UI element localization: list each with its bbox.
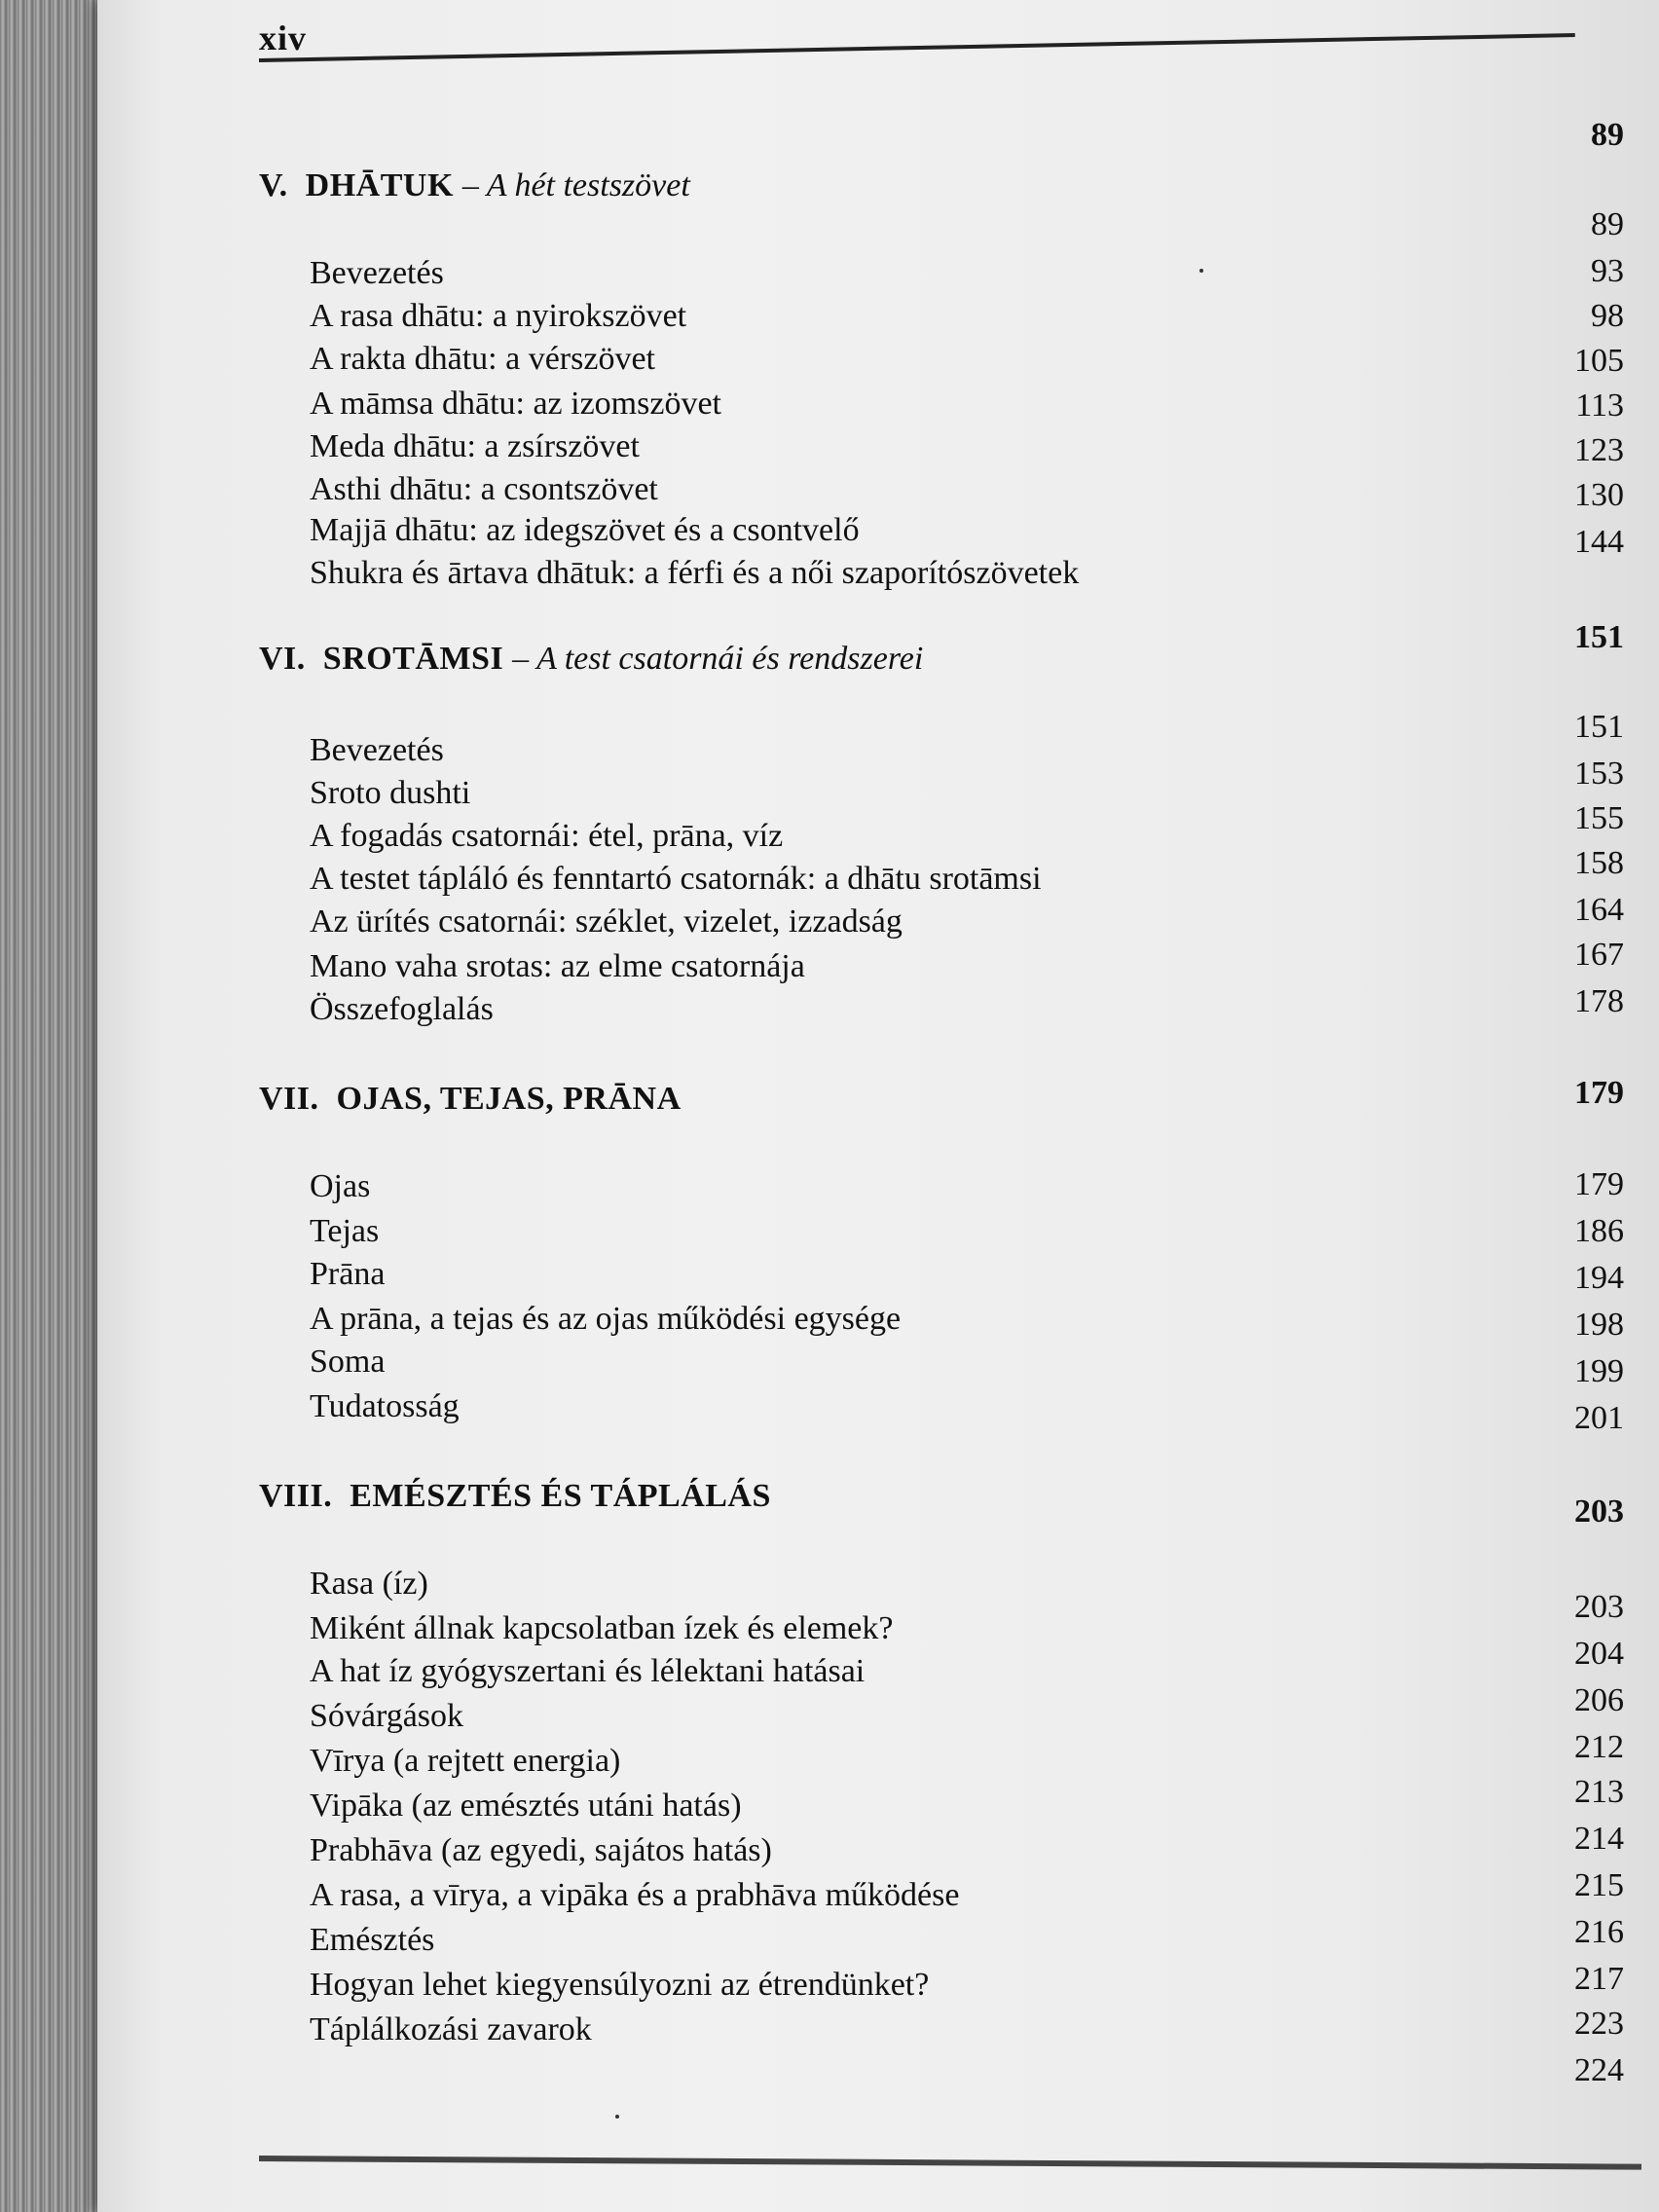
chapter-dash: – [512,641,537,677]
entry-page-number: 223 [1574,2006,1624,2042]
entry-page-number: 206 [1574,1682,1624,1718]
entry-title: Prāna [310,1256,386,1292]
entry-page-number: 113 [1575,387,1624,424]
entry-title: Tejas [310,1213,380,1249]
entry-title: Mano vaha srotas: az elme csatornája [310,948,805,984]
entry-title: Asthi dhātu: a csontszövet [310,471,658,507]
entry-page-number: 194 [1574,1260,1624,1296]
entry-title: Az ürítés csatornái: széklet, vizelet, izzadság [310,903,903,940]
entry-page-number: 155 [1574,800,1624,836]
chapter-heading [259,1081,682,1118]
chapter-number: V. [259,167,288,203]
entry-title: Emésztés [310,1922,435,1958]
entry-title: Meda dhātu: a zsírszövet [310,428,640,464]
chapter-page-number: 89 [1591,117,1624,153]
entry-title: A hat íz gyógyszertani és lélektani hatásai [310,1653,866,1689]
entry-page-number: 201 [1574,1400,1624,1436]
entry-title: A māmsa dhātu: az izomszövet [310,386,721,422]
entry-page-number: 224 [1574,2052,1624,2088]
entry-title: Miként állnak kapcsolatban ízek és elemek? [310,1610,894,1646]
entry-page-number: 204 [1574,1636,1624,1672]
entry-page-number: 153 [1574,756,1624,792]
entry-page-number: 151 [1574,709,1624,745]
entry-title: Vipāka (az emésztés utáni hatás) [310,1788,742,1824]
entry-title: Rasa (íz) [310,1566,428,1602]
entry-page-number: 198 [1574,1307,1624,1343]
print-speck [615,2115,619,2119]
entry-page-number: 130 [1574,477,1624,513]
entry-title: Hogyan lehet kiegyensúlyozni az étrendünket? [310,1967,930,2003]
entry-title: Táplálkozási zavarok [310,2011,592,2047]
entry-page-number: 158 [1574,845,1624,881]
entry-page-number: 164 [1574,892,1624,928]
chapter-number: VI. [259,641,306,677]
chapter-title: OJAS, TEJAS, PRĀNA [336,1081,682,1117]
entry-page-number: 179 [1574,1166,1624,1202]
chapter-heading [259,641,923,678]
entry-title: Prabhāva (az egyedi, sajátos hatás) [310,1832,772,1868]
entry-page-number: 178 [1574,983,1624,1019]
chapter-heading [259,167,690,204]
chapter-number: VII. [259,1081,319,1117]
chapter-page-number: 151 [1574,619,1624,655]
entry-page-number: 215 [1574,1867,1624,1903]
entry-title: Soma [310,1344,386,1380]
entry-title: Bevezetés [310,732,444,768]
chapter-subtitle: A hét testszövet [486,167,690,203]
entry-title: Tudatosság [310,1388,460,1424]
entry-title: Majjā dhātu: az idegszövet és a csontvelő [310,512,860,548]
entry-page-number: 98 [1591,298,1624,334]
entry-title: A rasa dhātu: a nyirokszövet [310,298,687,334]
print-speck [1199,269,1203,273]
entry-title: A rasa, a vīrya, a vipāka és a prabhāva működése [310,1877,960,1913]
entry-page-number: 212 [1574,1729,1624,1765]
entry-page-number: 123 [1574,432,1624,468]
chapter-subtitle: A test csatornái és rendszerei [536,641,924,677]
entry-page-number: 186 [1574,1213,1624,1249]
entry-page-number: 199 [1574,1353,1624,1389]
entry-title: A testet tápláló és fenntartó csatornák: a dhātu srotāmsi [310,861,1042,897]
chapter-page-number: 179 [1574,1075,1624,1111]
entry-page-number: 213 [1574,1774,1624,1810]
entry-title: Összefoglalás [310,991,494,1027]
entry-page-number: 203 [1574,1589,1624,1625]
entry-title: Sroto dushti [310,775,471,811]
chapter-heading [259,1478,771,1515]
entry-title: Vīrya (a rejtett energia) [310,1743,621,1779]
entry-page-number: 105 [1574,343,1624,379]
chapter-title: DHĀTUK [305,167,454,203]
entry-page-number: 167 [1574,937,1624,973]
entry-page-number: 93 [1591,253,1624,289]
entry-page-number: 89 [1591,206,1624,242]
chapter-page-number: 203 [1574,1493,1624,1530]
entry-title: Shukra és ārtava dhātuk: a férfi és a női szaporítószövetek [310,555,1080,591]
chapter-title: SROTĀMSI [322,641,504,677]
entry-title: A prāna, a tejas és az ojas működési egysége [310,1301,902,1337]
entry-title: Bevezetés [310,255,444,291]
page-number-header: xiv [259,18,308,57]
entry-page-number: 217 [1574,1961,1624,1997]
chapter-title: EMÉSZTÉS ÉS TÁPLÁLÁS [350,1478,771,1514]
entry-page-number: 214 [1574,1821,1624,1857]
entry-title: Ojas [310,1168,371,1204]
chapter-number: VIII. [259,1478,333,1514]
entry-page-number: 216 [1574,1914,1624,1950]
entry-page-number: 144 [1574,524,1624,560]
entry-title: Sóvárgások [310,1698,464,1734]
entry-title: A fogadás csatornái: étel, prāna, víz [310,818,784,854]
entry-title: A rakta dhātu: a vérszövet [310,341,655,377]
chapter-dash: – [461,167,487,203]
